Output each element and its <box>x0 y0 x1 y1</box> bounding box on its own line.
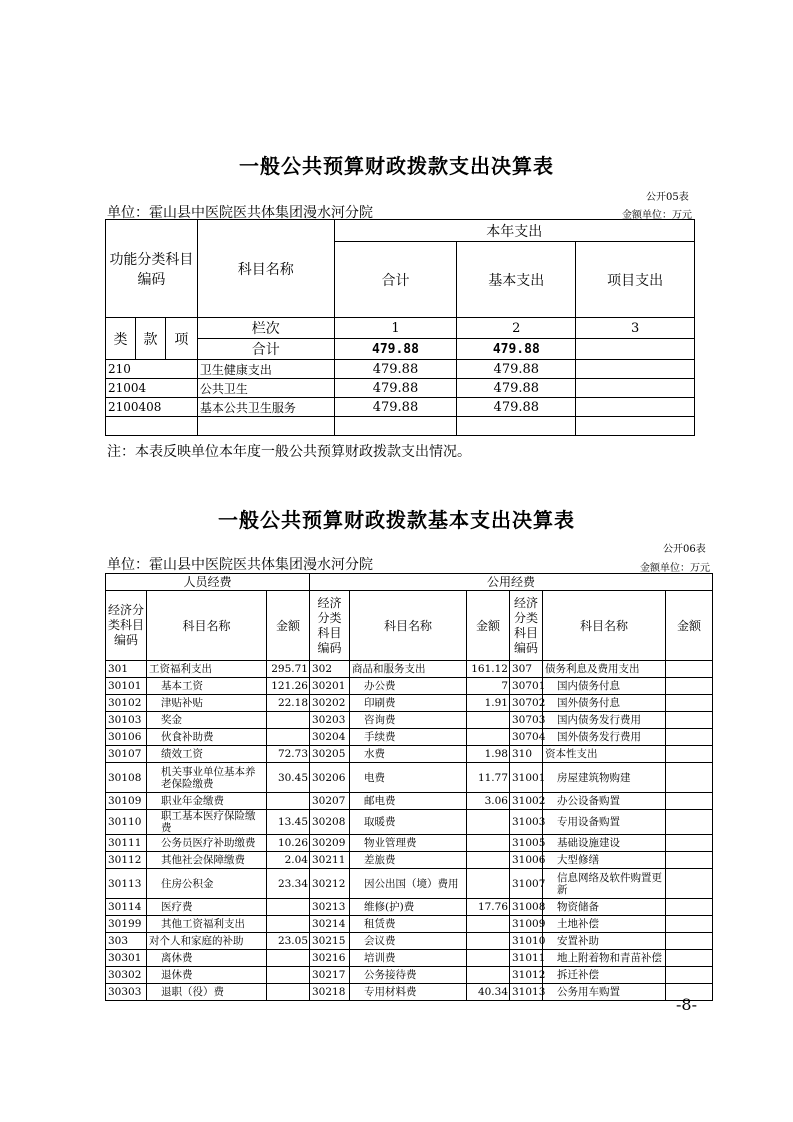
personnel-amount: 10.26 <box>267 835 310 852</box>
capital-name: 专用设备购置 <box>543 810 666 835</box>
lei-header: 类 <box>106 318 136 360</box>
public-code: 30215 <box>310 933 350 950</box>
capital-name: 债务利息及费用支出 <box>543 661 666 678</box>
personnel-name: 其他社会保障缴费 <box>147 852 267 869</box>
table-row <box>106 712 713 729</box>
capital-amount <box>666 899 713 916</box>
public-code: 30211 <box>310 852 350 869</box>
table-row <box>106 763 713 793</box>
personnel-code: 30110 <box>106 810 147 835</box>
col3-number: 3 <box>576 318 695 339</box>
public-code: 30203 <box>310 712 350 729</box>
public-amount <box>467 933 510 950</box>
public-code: 30218 <box>310 984 350 1001</box>
public-name: 电费 <box>350 763 467 793</box>
capital-code: 31009 <box>510 916 543 933</box>
current-year-header: 本年支出 <box>334 220 694 242</box>
public-name: 因公出国（境）费用 <box>350 869 467 899</box>
personnel-amount <box>267 793 310 810</box>
capital-code: 31013 <box>510 984 543 1001</box>
amount-header: 金额 <box>267 591 310 661</box>
public-code: 30208 <box>310 810 350 835</box>
public-amount <box>467 712 510 729</box>
row-project <box>576 379 695 398</box>
capital-code: 30702 <box>510 695 543 712</box>
capital-code: 31001 <box>510 763 543 793</box>
personnel-amount: 72.73 <box>267 746 310 763</box>
capital-amount <box>666 712 713 729</box>
public-name: 商品和服务支出 <box>350 661 467 678</box>
capital-name: 公务用车购置 <box>543 984 666 1001</box>
public-name: 差旅费 <box>350 852 467 869</box>
amount-header: 金额 <box>666 591 713 661</box>
public-amount: 161.12 <box>467 661 510 678</box>
personnel-name: 伙食补助费 <box>147 729 267 746</box>
capital-name: 拆迁补偿 <box>543 967 666 984</box>
public-name: 培训费 <box>350 950 467 967</box>
capital-code: 31007 <box>510 869 543 899</box>
table-row <box>106 810 713 835</box>
table-row <box>106 950 713 967</box>
capital-code: 30701 <box>510 678 543 695</box>
func-code-header: 功能分类科目编码 <box>106 220 198 318</box>
capital-name: 基础设施建设 <box>543 835 666 852</box>
personnel-amount: 30.45 <box>267 763 310 793</box>
row-total: 479.88 <box>334 360 457 379</box>
personnel-amount <box>267 916 310 933</box>
capital-code: 31008 <box>510 899 543 916</box>
capital-amount <box>666 793 713 810</box>
sum-project <box>576 339 695 360</box>
table-row <box>106 852 713 869</box>
capital-name: 大型修缮 <box>543 852 666 869</box>
capital-amount <box>666 950 713 967</box>
capital-amount <box>666 729 713 746</box>
capital-name: 国外债务发行费用 <box>543 729 666 746</box>
public-name: 办公费 <box>350 678 467 695</box>
capital-amount <box>666 967 713 984</box>
personnel-name: 其他工资福利支出 <box>147 916 267 933</box>
capital-code: 31002 <box>510 793 543 810</box>
table-row <box>106 835 713 852</box>
row-basic: 479.88 <box>457 398 576 417</box>
table2-form-no: 公开06表 <box>663 544 706 555</box>
table-row <box>106 933 713 950</box>
table1-unit-label: 单位：霍山县中医院医共体集团漫水河分院 <box>107 205 373 221</box>
public-amount: 1.91 <box>467 695 510 712</box>
table-row <box>106 984 713 1001</box>
table-row <box>106 869 713 899</box>
personnel-name: 公务员医疗补助缴费 <box>147 835 267 852</box>
public-name: 租赁费 <box>350 916 467 933</box>
personnel-code: 30108 <box>106 763 147 793</box>
public-name: 公务接待费 <box>350 967 467 984</box>
table-row <box>106 916 713 933</box>
personnel-amount <box>267 899 310 916</box>
capital-amount <box>666 916 713 933</box>
table-row <box>106 729 713 746</box>
row-name: 卫生健康支出 <box>197 360 334 379</box>
personnel-code: 30111 <box>106 835 147 852</box>
public-name: 手续费 <box>350 729 467 746</box>
personnel-name: 绩效工资 <box>147 746 267 763</box>
table-row <box>106 379 695 398</box>
public-amount <box>467 950 510 967</box>
capital-amount <box>666 852 713 869</box>
subject-name-header: 科目名称 <box>197 220 334 318</box>
public-name: 会议费 <box>350 933 467 950</box>
public-amount: 17.76 <box>467 899 510 916</box>
table-row <box>106 398 695 417</box>
personnel-name: 职业年金缴费 <box>147 793 267 810</box>
table1-form-no: 公开05表 <box>646 192 689 203</box>
public-amount <box>467 810 510 835</box>
public-name: 邮电费 <box>350 793 467 810</box>
row-code: 210 <box>106 360 198 379</box>
public-name: 维修(护)费 <box>350 899 467 916</box>
capital-name: 信息网络及软件购置更新 <box>543 869 666 899</box>
table-row <box>106 678 713 695</box>
personnel-name: 机关事业单位基本养老保险缴费 <box>147 763 267 793</box>
row-total: 479.88 <box>334 398 457 417</box>
public-header: 公用经费 <box>310 574 713 591</box>
public-amount <box>467 967 510 984</box>
table-row <box>106 967 713 984</box>
personnel-name: 离休费 <box>147 950 267 967</box>
personnel-amount <box>267 729 310 746</box>
capital-code: 30703 <box>510 712 543 729</box>
personnel-name: 基本工资 <box>147 678 267 695</box>
capital-code: 31005 <box>510 835 543 852</box>
row-total: 479.88 <box>334 379 457 398</box>
personnel-name: 津贴补贴 <box>147 695 267 712</box>
capital-code: 31012 <box>510 967 543 984</box>
personnel-code: 30114 <box>106 899 147 916</box>
capital-name: 地上附着物和青苗补偿 <box>543 950 666 967</box>
table-row <box>106 661 713 678</box>
public-code: 30209 <box>310 835 350 852</box>
capital-name: 国内债务付息 <box>543 678 666 695</box>
table2-body <box>106 661 713 1001</box>
kuan-header: 款 <box>135 318 165 360</box>
personnel-code: 30302 <box>106 967 147 984</box>
public-amount <box>467 869 510 899</box>
table2 <box>105 573 713 1001</box>
row-project <box>576 360 695 379</box>
capital-amount <box>666 869 713 899</box>
public-amount <box>467 729 510 746</box>
personnel-amount: 121.26 <box>267 678 310 695</box>
public-code: 30213 <box>310 899 350 916</box>
public-amount: 11.77 <box>467 763 510 793</box>
personnel-name: 医疗费 <box>147 899 267 916</box>
public-code: 302 <box>310 661 350 678</box>
personnel-code: 30113 <box>106 869 147 899</box>
public-amount <box>467 835 510 852</box>
personnel-name: 奖金 <box>147 712 267 729</box>
public-code: 30214 <box>310 916 350 933</box>
personnel-name: 对个人和家庭的补助 <box>147 933 267 950</box>
capital-code: 31006 <box>510 852 543 869</box>
personnel-name: 退休费 <box>147 967 267 984</box>
public-name: 水费 <box>350 746 467 763</box>
personnel-amount <box>267 712 310 729</box>
public-code: 30202 <box>310 695 350 712</box>
xiang-header: 项 <box>165 318 197 360</box>
capital-amount <box>666 661 713 678</box>
row-name: 基本公共卫生服务 <box>197 398 334 417</box>
sum-label: 合计 <box>197 339 334 360</box>
public-code: 30207 <box>310 793 350 810</box>
capital-name: 资本性支出 <box>543 746 666 763</box>
table-row-empty <box>106 417 695 436</box>
column-no-label: 栏次 <box>197 318 334 339</box>
personnel-name: 工资福利支出 <box>147 661 267 678</box>
personnel-code: 30112 <box>106 852 147 869</box>
subject-name-header: 科目名称 <box>147 591 267 661</box>
sum-total: 479.88 <box>334 339 457 360</box>
capital-name: 房屋建筑物购建 <box>543 763 666 793</box>
public-name: 咨询费 <box>350 712 467 729</box>
public-name: 物业管理费 <box>350 835 467 852</box>
capital-amount <box>666 933 713 950</box>
personnel-amount: 295.71 <box>267 661 310 678</box>
personnel-code: 301 <box>106 661 147 678</box>
personnel-code: 30106 <box>106 729 147 746</box>
capital-name: 国外债务付息 <box>543 695 666 712</box>
project-header: 项目支出 <box>576 242 695 318</box>
capital-code: 307 <box>510 661 543 678</box>
row-code: 21004 <box>106 379 198 398</box>
table-row <box>106 899 713 916</box>
personnel-amount <box>267 967 310 984</box>
public-amount: 1.98 <box>467 746 510 763</box>
public-code: 30212 <box>310 869 350 899</box>
sum-basic: 479.88 <box>457 339 576 360</box>
capital-amount <box>666 835 713 852</box>
public-code: 30206 <box>310 763 350 793</box>
basic-header: 基本支出 <box>457 242 576 318</box>
capital-code: 31010 <box>510 933 543 950</box>
personnel-amount <box>267 984 310 1001</box>
personnel-code: 30301 <box>106 950 147 967</box>
personnel-code: 30199 <box>106 916 147 933</box>
public-code: 30205 <box>310 746 350 763</box>
subject-name-header: 科目名称 <box>350 591 467 661</box>
capital-code: 31003 <box>510 810 543 835</box>
public-code: 30217 <box>310 967 350 984</box>
table-row <box>106 360 695 379</box>
personnel-amount: 23.34 <box>267 869 310 899</box>
capital-amount <box>666 695 713 712</box>
public-amount: 3.06 <box>467 793 510 810</box>
personnel-code: 30102 <box>106 695 147 712</box>
public-code: 30204 <box>310 729 350 746</box>
personnel-code: 30103 <box>106 712 147 729</box>
econ-code-header: 经济分类科目编码 <box>106 591 147 661</box>
amount-header: 金额 <box>467 591 510 661</box>
capital-amount <box>666 763 713 793</box>
personnel-amount: 22.18 <box>267 695 310 712</box>
subject-name-header: 科目名称 <box>543 591 666 661</box>
econ-code-header: 经济分类科目编码 <box>310 591 350 661</box>
capital-name: 安置补助 <box>543 933 666 950</box>
col1-number: 1 <box>334 318 457 339</box>
personnel-name: 住房公积金 <box>147 869 267 899</box>
capital-name: 办公设备购置 <box>543 793 666 810</box>
table-row <box>106 695 713 712</box>
public-amount: 7 <box>467 678 510 695</box>
page-number: -8- <box>676 995 697 1014</box>
col2-number: 2 <box>457 318 576 339</box>
personnel-amount: 23.05 <box>267 933 310 950</box>
row-project <box>576 398 695 417</box>
public-amount: 40.34 <box>467 984 510 1001</box>
table-row <box>106 793 713 810</box>
public-name: 印刷费 <box>350 695 467 712</box>
capital-code: 31011 <box>510 950 543 967</box>
personnel-amount: 2.04 <box>267 852 310 869</box>
personnel-name: 退职（役）费 <box>147 984 267 1001</box>
personnel-name: 职工基本医疗保险缴费 <box>147 810 267 835</box>
capital-amount <box>666 746 713 763</box>
row-basic: 479.88 <box>457 360 576 379</box>
public-amount <box>467 916 510 933</box>
table1-amount-unit: 金额单位：万元 <box>622 210 692 221</box>
personnel-code: 30303 <box>106 984 147 1001</box>
personnel-amount <box>267 950 310 967</box>
personnel-code: 30107 <box>106 746 147 763</box>
capital-name: 物资储备 <box>543 899 666 916</box>
row-name: 公共卫生 <box>197 379 334 398</box>
econ-code-header: 经济分类科目编码 <box>510 591 543 661</box>
capital-code: 310 <box>510 746 543 763</box>
table2-title: 一般公共预算财政拨款基本支出决算表 <box>218 508 575 532</box>
table1-title: 一般公共预算财政拨款支出决算表 <box>239 154 554 178</box>
table2-amount-unit: 金额单位：万元 <box>640 563 710 574</box>
row-basic: 479.88 <box>457 379 576 398</box>
personnel-code: 30101 <box>106 678 147 695</box>
personnel-code: 303 <box>106 933 147 950</box>
personnel-amount: 13.45 <box>267 810 310 835</box>
public-code: 30201 <box>310 678 350 695</box>
capital-amount <box>666 810 713 835</box>
public-name: 专用材料费 <box>350 984 467 1001</box>
capital-amount <box>666 678 713 695</box>
row-code: 2100408 <box>106 398 198 417</box>
public-name: 取暖费 <box>350 810 467 835</box>
personnel-code: 30109 <box>106 793 147 810</box>
total-header: 合计 <box>334 242 457 318</box>
table-row <box>106 746 713 763</box>
capital-name: 国内债务发行费用 <box>543 712 666 729</box>
personnel-header: 人员经费 <box>106 574 310 591</box>
public-code: 30216 <box>310 950 350 967</box>
table1 <box>105 219 695 436</box>
table1-note: 注：本表反映单位本年度一般公共预算财政拨款支出情况。 <box>107 444 471 460</box>
public-amount <box>467 852 510 869</box>
capital-name: 土地补偿 <box>543 916 666 933</box>
capital-code: 30704 <box>510 729 543 746</box>
table2-unit-label: 单位：霍山县中医院医共体集团漫水河分院 <box>107 557 373 573</box>
